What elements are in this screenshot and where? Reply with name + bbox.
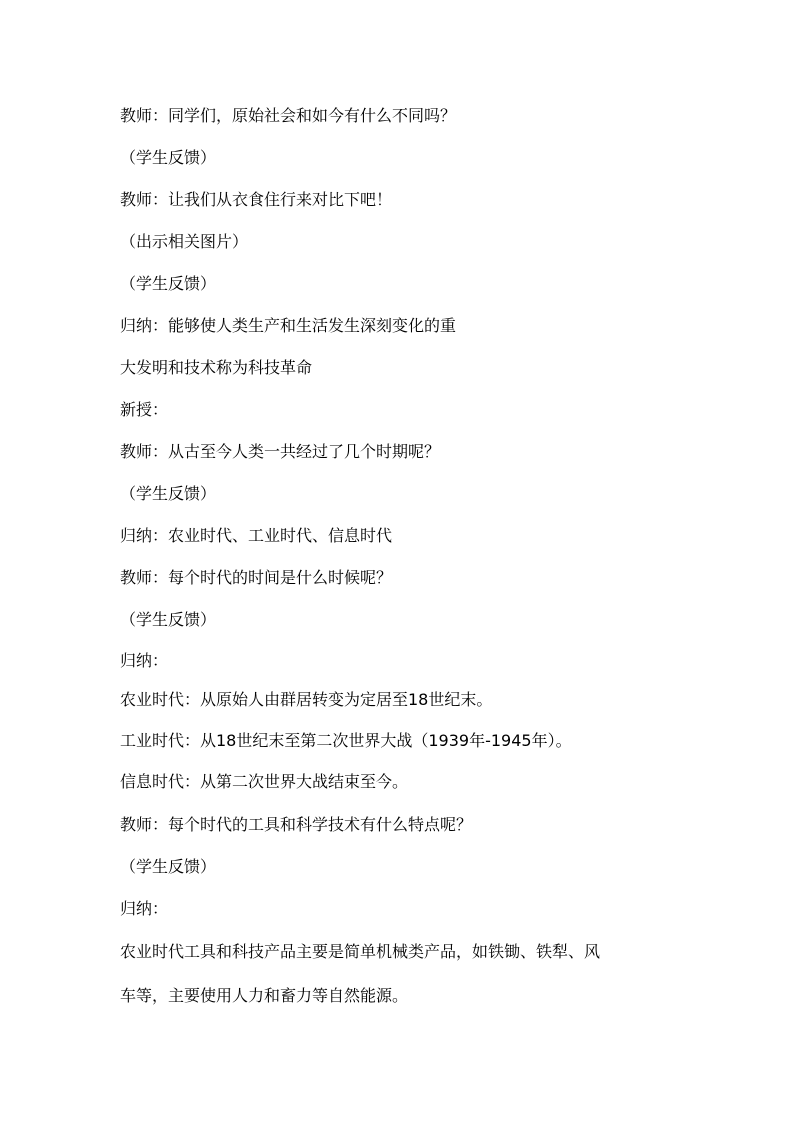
paragraph-line: 车等，主要使用人力和畜力等自然能源。 bbox=[120, 986, 409, 1005]
paragraph-line: （学生反馈） bbox=[120, 857, 217, 876]
paragraph-line: 教师：每个时代的时间是什么时候呢？ bbox=[120, 568, 393, 587]
paragraph-line: 工业时代：从18世纪末至第二次世界大战（1939年-1945年）。 bbox=[120, 731, 572, 750]
paragraph-line: 信息时代：从第二次世界大战结束至今。 bbox=[120, 772, 409, 791]
paragraph-line: 农业时代：从原始人由群居转变为定居至18世纪末。 bbox=[120, 690, 493, 709]
paragraph-line: 教师：从古至今人类一共经过了几个时期呢？ bbox=[120, 442, 441, 461]
paragraph-line: 归纳：能够使人类生产和生活发生深刻变化的重 bbox=[120, 316, 457, 335]
paragraph-line: 归纳：农业时代、工业时代、信息时代 bbox=[120, 526, 393, 545]
paragraph-line: （出示相关图片） bbox=[120, 232, 249, 251]
paragraph-line: （学生反馈） bbox=[120, 484, 217, 503]
paragraph-line: 农业时代工具和科技产品主要是简单机械类产品，如铁锄、铁犁、风 bbox=[120, 942, 601, 961]
paragraph-line: 大发明和技术称为科技革命 bbox=[120, 358, 313, 377]
paragraph-line: 归纳： bbox=[120, 651, 169, 670]
paragraph-line: 教师：让我们从衣食住行来对比下吧！ bbox=[120, 190, 393, 209]
paragraph-line: （学生反馈） bbox=[120, 610, 217, 629]
paragraph-line: 教师：同学们，原始社会和如今有什么不同吗？ bbox=[120, 106, 457, 125]
paragraph-line: 归纳： bbox=[120, 899, 169, 918]
paragraph-line: （学生反馈） bbox=[120, 274, 217, 293]
paragraph-line: 教师：每个时代的工具和科学技术有什么特点呢？ bbox=[120, 815, 473, 834]
section-heading: 新授： bbox=[120, 400, 169, 419]
paragraph-line: （学生反馈） bbox=[120, 148, 217, 167]
